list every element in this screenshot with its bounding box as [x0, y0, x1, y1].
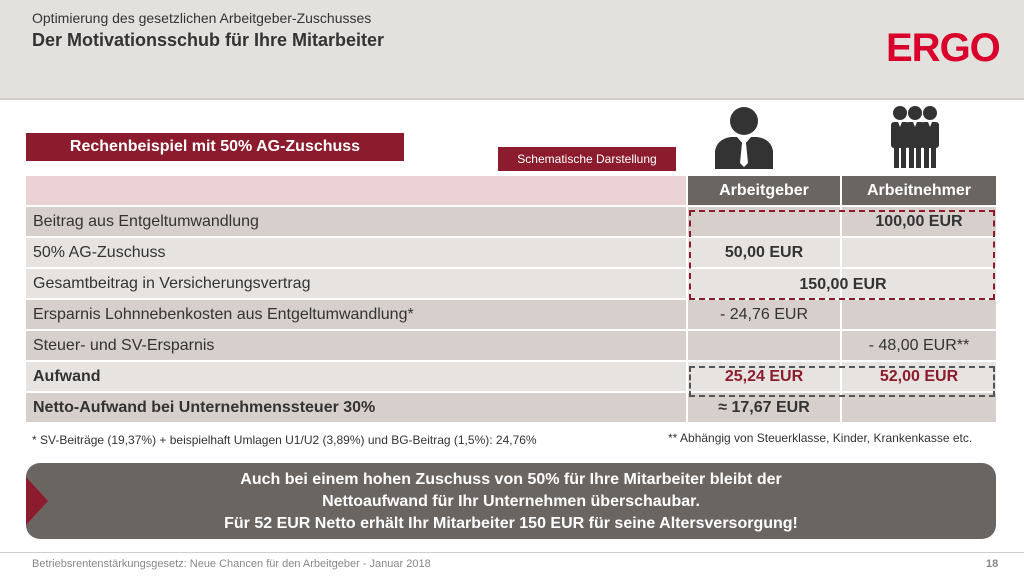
- cell-arbeitnehmer: [842, 393, 996, 422]
- row-label: Netto-Aufwand bei Unternehmenssteuer 30%: [26, 393, 688, 422]
- example-ribbon: Rechenbeispiel mit 50% AG-Zuschuss: [26, 133, 404, 161]
- row-label: 50% AG-Zuschuss: [26, 238, 688, 267]
- cell-arbeitgeber: - 24,76 EUR: [688, 300, 842, 329]
- ergo-logo: ERGO: [886, 26, 1000, 70]
- message-line-2: Nettoaufwand für Ihr Unternehmen überschaubar.: [322, 493, 700, 510]
- slide-subtitle: Optimierung des gesetzlichen Arbeitgeber-Zuschusses: [32, 10, 372, 26]
- footnote-steuer: ** Abhängig von Steuerklasse, Kinder, Krankenkasse etc.: [668, 431, 973, 445]
- cell-arbeitnehmer: 52,00 EUR: [842, 362, 996, 391]
- row-label: Steuer- und SV-Ersparnis: [26, 331, 688, 360]
- row-label: Gesamtbeitrag in Versicherungsvertrag: [26, 269, 688, 298]
- footer-text: Betriebsrentenstärkungsgesetz: Neue Chancen für den Arbeitgeber - Januar 2018: [32, 558, 431, 570]
- cell-arbeitnehmer: [842, 238, 996, 267]
- cell-arbeitgeber: ≈ 17,67 EUR: [688, 393, 842, 422]
- header-label-cell: [26, 176, 688, 205]
- header-arbeitnehmer: Arbeitnehmer: [842, 176, 996, 205]
- slide-header: [0, 0, 1024, 100]
- calculation-table: [26, 176, 996, 424]
- cell-arbeitgeber: 25,24 EUR: [688, 362, 842, 391]
- table-row: [26, 362, 996, 393]
- message-line-1: Auch bei einem hohen Zuschuss von 50% für Ihre Mitarbeiter bleibt der: [240, 471, 782, 488]
- schematic-badge: Schematische Darstellung: [498, 147, 676, 171]
- row-label: Ersparnis Lohnnebenkosten aus Entgeltumwandlung*: [26, 300, 688, 329]
- table-row: [26, 207, 996, 238]
- table-row: [26, 300, 996, 331]
- chevron-right-icon: [26, 463, 52, 539]
- row-label: Beitrag aus Entgeltumwandlung: [26, 207, 688, 236]
- summary-message-box: [26, 463, 996, 539]
- cell-arbeitgeber: [688, 331, 842, 360]
- message-line-3: Für 52 EUR Netto erhält Ihr Mitarbeiter 150 EUR für seine Altersversorgung!: [224, 515, 798, 532]
- header-arbeitgeber: Arbeitgeber: [688, 176, 842, 205]
- merged-total-cell: 150,00 EUR: [799, 276, 887, 293]
- cell-arbeitnehmer: 100,00 EUR: [842, 207, 996, 236]
- team-icon: [886, 105, 944, 169]
- person-icon: [713, 105, 775, 169]
- table-row: [26, 393, 996, 424]
- row-label: Aufwand: [26, 362, 688, 391]
- footer-divider: [0, 552, 1024, 553]
- cell-arbeitgeber: 50,00 EUR: [688, 238, 842, 267]
- cell-arbeitnehmer: [842, 300, 996, 329]
- slide-title: Der Motivationsschub für Ihre Mitarbeiter: [32, 30, 385, 50]
- page-number: 18: [986, 558, 999, 570]
- cell-arbeitgeber: [688, 207, 842, 236]
- footnote-sv: * SV-Beiträge (19,37%) + beispielhaft Umlagen U1/U2 (3,89%) und BG-Beitrag (1,5%): 24,76%: [32, 433, 537, 447]
- table-row: [26, 331, 996, 362]
- table-header-row: [26, 176, 996, 207]
- table-row: [26, 238, 996, 269]
- cell-arbeitnehmer: - 48,00 EUR**: [842, 331, 996, 360]
